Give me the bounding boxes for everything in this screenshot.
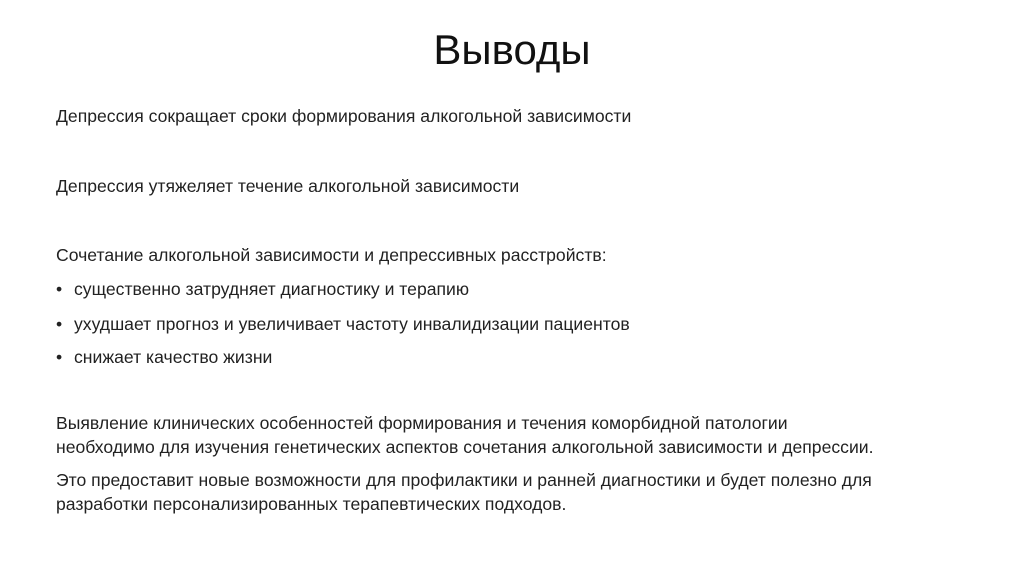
bullet-marker: • (56, 347, 63, 367)
conclusion-2-line-1: Это предоставит новые возможности для профилактики и ранней диагностики и будет полезно для (56, 470, 872, 490)
statement-2: Депрессия утяжеляет течение алкогольной зависимости (56, 176, 520, 196)
bullet-text: ухудшает прогноз и увеличивает частоту инвалидизации пациентов (74, 314, 630, 334)
bullet-marker: • (56, 314, 63, 334)
list-intro: Сочетание алкогольной зависимости и депрессивных расстройств: (56, 245, 607, 265)
bullet-text: снижает качество жизни (74, 347, 273, 367)
bullet-text: существенно затрудняет диагностику и терапию (74, 279, 470, 299)
slide-title: Выводы (433, 26, 591, 73)
conclusion-1-line-2: необходимо для изучения генетических аспектов сочетания алкогольной зависимости и депрессии. (56, 437, 874, 457)
bullet-marker: • (56, 279, 63, 299)
statement-1: Депрессия сокращает сроки формирования алкогольной зависимости (56, 106, 632, 126)
conclusion-2-line-2: разработки персонализированных терапевтических подходов. (56, 494, 567, 514)
conclusion-1-line-1: Выявление клинических особенностей формирования и течения коморбидной патологии (56, 413, 788, 433)
